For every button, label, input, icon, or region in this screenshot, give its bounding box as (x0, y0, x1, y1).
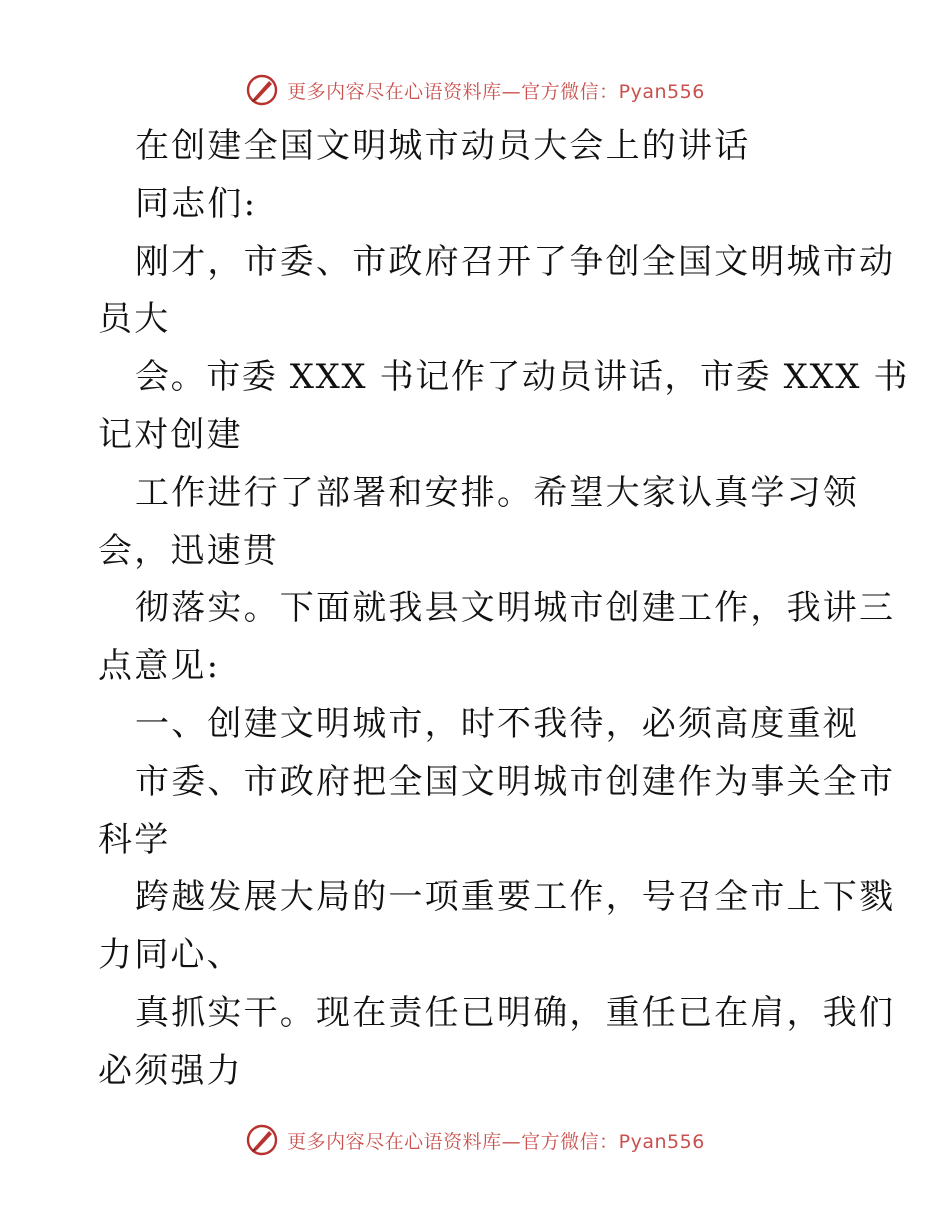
footer-banner (0, 1118, 950, 1162)
text-line: 会，迅速贯 (98, 530, 279, 571)
text-line: 科学 (98, 819, 171, 860)
document-title: 在创建全国文明城市动员大会上的讲话 (135, 126, 751, 166)
text-line: 跨越发展大局的一项重要工作，号召全市上下戮 (135, 877, 896, 918)
text-line: 必须强力 (98, 1050, 243, 1091)
text-line: 力同心、 (98, 935, 243, 976)
section-heading: 一、创建文明城市，时不我待，必须高度重视 (135, 703, 859, 744)
header-banner (0, 68, 950, 112)
text-line: 记对创建 (98, 414, 243, 455)
text-line: 刚才，市委、市政府召开了争创全国文明城市动 (135, 241, 896, 282)
text-line: 市委、市政府把全国文明城市创建作为事关全市 (135, 761, 896, 802)
text-line: 同志们: (135, 183, 258, 224)
banner-text: 更多内容尽在心语资料库—官方微信：Pyan556 (287, 80, 705, 103)
quill-logo-icon (245, 73, 279, 107)
text-line: 员大 (98, 299, 171, 340)
text-line: 工作进行了部署和安排。希望大家认真学习领 (135, 472, 859, 513)
text-line: 彻落实。下面就我县文明城市创建工作，我讲三 (135, 588, 896, 629)
text-line: 真抓实干。现在责任已明确，重任已在肩，我们 (135, 992, 896, 1033)
text-line: 会。市委 XXX 书记作了动员讲话，市委 XXX 书 (135, 357, 910, 398)
text-line: 点意见: (98, 646, 221, 687)
banner-text: 更多内容尽在心语资料库—官方微信：Pyan556 (287, 1130, 705, 1153)
document-body (98, 118, 910, 1101)
quill-logo-icon (245, 1123, 279, 1157)
